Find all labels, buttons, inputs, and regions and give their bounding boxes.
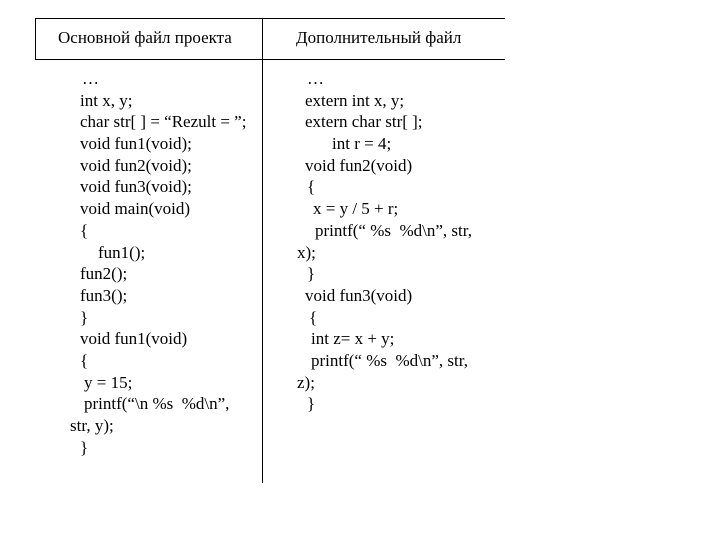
code-line: fun1(); <box>98 242 146 262</box>
code-line: printf(“\n %s %d\n”, <box>84 394 230 414</box>
code-line: void fun1(void); <box>80 134 192 154</box>
code-line: void fun2(void) <box>305 155 413 175</box>
code-line: … <box>307 69 324 88</box>
code-line: { <box>80 350 89 370</box>
code-line: fun2(); <box>80 264 128 284</box>
code-line: } <box>307 394 316 414</box>
code-line: printf(“ %s %d\n”, str, <box>311 350 469 370</box>
code-line: } <box>80 437 89 457</box>
code-line: z); <box>297 372 315 392</box>
code-line: x = y / 5 + r; <box>313 199 399 219</box>
table-top-border <box>35 18 505 19</box>
header-main-file: Основной файл проекта <box>58 28 232 47</box>
main-file-code <box>0 68 262 458</box>
code-line: x); <box>297 242 316 262</box>
code-line: char str[ ] = “Rezult = ”; <box>80 112 247 132</box>
code-line: void fun1(void) <box>80 329 188 349</box>
code-line: extern char str[ ]; <box>305 112 423 132</box>
code-line: void main(void) <box>80 199 191 219</box>
code-line: void fun3(void); <box>80 177 192 197</box>
code-line: void fun2(void); <box>80 155 192 175</box>
code-line: int z= x + y; <box>311 329 395 349</box>
code-line: { <box>307 177 316 197</box>
table-header-border <box>35 59 505 60</box>
code-line: } <box>80 307 89 327</box>
code-line: printf(“ %s %d\n”, str, <box>315 220 473 240</box>
table-left-border <box>35 18 36 60</box>
code-line: str, y); <box>70 416 114 435</box>
code-line: int x, y; <box>80 90 133 110</box>
code-line: int r = 4; <box>332 134 392 154</box>
code-line: { <box>80 220 89 240</box>
code-line: extern int x, y; <box>305 90 405 110</box>
code-line: { <box>309 307 318 327</box>
code-line: } <box>307 264 316 284</box>
header-extra-file: Дополнительный файл <box>296 28 462 47</box>
code-line: fun3(); <box>80 285 128 305</box>
code-line: y = 15; <box>84 372 133 392</box>
code-line: void fun3(void) <box>305 285 413 305</box>
code-line: … <box>82 69 99 88</box>
extra-file-code <box>263 68 505 415</box>
